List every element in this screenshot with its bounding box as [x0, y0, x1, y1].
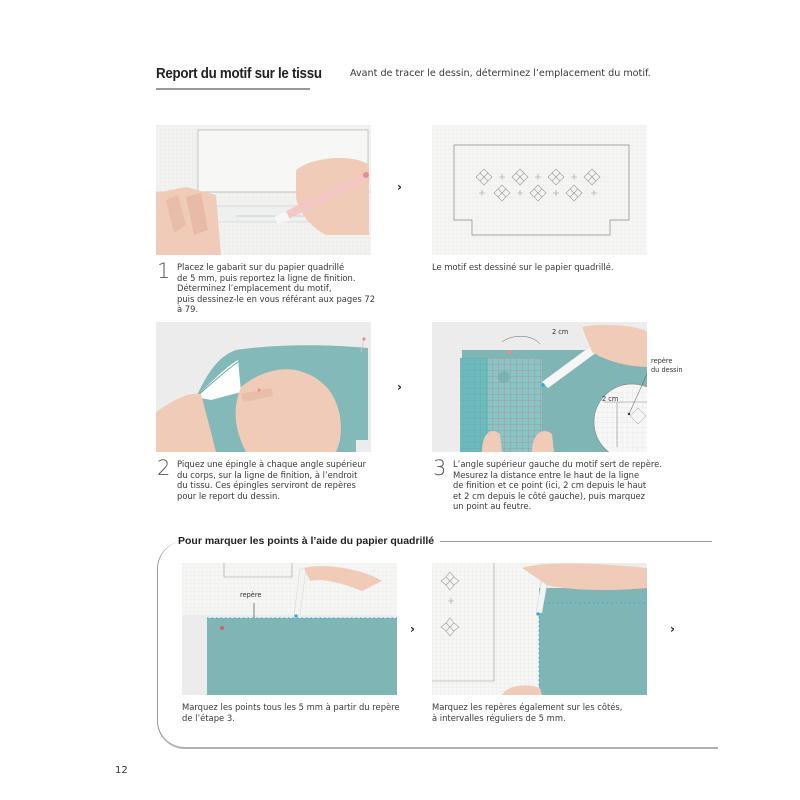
caption-line: Le motif est dessiné sur le papier quadrillé.: [432, 262, 614, 272]
caption-line: de l’étape 3.: [182, 712, 235, 723]
step-number-1: 1: [157, 259, 171, 283]
arrow-next-icon: ›: [397, 180, 402, 194]
caption-line: à 79.: [177, 304, 199, 315]
step-number-2: 2: [157, 456, 171, 480]
measure-label-inset: 2 cm: [602, 395, 619, 403]
mark-side-illustration: [432, 563, 647, 695]
caption-line: un point au feutre.: [453, 501, 532, 512]
title-underline: [156, 88, 310, 90]
caption-mark-side: [432, 702, 622, 723]
caption-line: Marquez les repères également sur les côtés,: [432, 702, 623, 712]
caption-line: L’angle supérieur gauche du motif sert de repère.: [453, 459, 662, 469]
photo-mark-side: [432, 563, 647, 695]
step-2-illustration: [156, 322, 371, 452]
step-1-illustration: [156, 125, 371, 255]
section-title: Pour marquer les points à l’aide du papier quadrillé: [176, 535, 440, 547]
caption-line: pour le report du dessin.: [177, 490, 281, 501]
caption-line: Déterminez l’emplacement du motif,: [177, 283, 332, 294]
page-number: 12: [115, 765, 128, 776]
intro-text: Avant de tracer le dessin, déterminez l’emplacement du motif.: [350, 68, 651, 79]
reference-label: repère: [240, 591, 262, 599]
caption-line: Marquez les points tous les 5 mm à partir du repère: [182, 702, 400, 712]
arrow-next-icon: ›: [397, 380, 402, 394]
step-3-illustration: [432, 322, 647, 452]
reference-note-line: repère: [651, 357, 673, 365]
photo-motif-drawn: [432, 125, 647, 255]
caption-line: du tissu. Ces épingles serviront de repères: [177, 480, 356, 491]
arrow-next-icon: ›: [670, 622, 675, 636]
caption-line: de finition et ce point (ici, 2 cm depuis le haut: [453, 480, 647, 491]
caption-line: Placez le gabarit sur du papier quadrillé: [177, 262, 345, 272]
caption-step-3: [453, 459, 662, 512]
reference-note-line: du dessin: [651, 366, 683, 374]
caption-line: puis dessinez-le en vous référant aux pages 72: [177, 293, 376, 304]
caption-motif-drawn: [432, 262, 614, 273]
caption-line: du corps, sur la ligne de finition, à l’endroit: [177, 469, 358, 480]
measure-label-top: 2 cm: [552, 328, 569, 336]
step-number-3: 3: [433, 456, 447, 480]
section-title-rule: [440, 541, 712, 542]
photo-step-1: [156, 125, 371, 255]
caption-line: et 2 cm depuis le côté gauche), puis marquez: [453, 490, 646, 501]
page-title: Report du motif sur le tissu: [156, 66, 322, 82]
caption-line: Mesurez la distance entre le haut de la ligne: [453, 469, 640, 480]
caption-step-1: [177, 262, 375, 315]
arrow-next-icon: ›: [410, 622, 415, 636]
caption-line: Piquez une épingle à chaque angle supérieur: [177, 459, 367, 469]
mark-top-illustration: [182, 563, 397, 695]
photo-step-2: [156, 322, 371, 452]
reference-note: [651, 357, 683, 375]
caption-line: de 5 mm, puis reportez la ligne de finition.: [177, 272, 356, 283]
motif-illustration: [432, 125, 647, 255]
caption-step-2: [177, 459, 366, 501]
photo-mark-top: [182, 563, 397, 695]
caption-line: à intervalles réguliers de 5 mm.: [432, 712, 566, 723]
photo-step-3: [432, 322, 647, 452]
caption-mark-top: [182, 702, 400, 723]
